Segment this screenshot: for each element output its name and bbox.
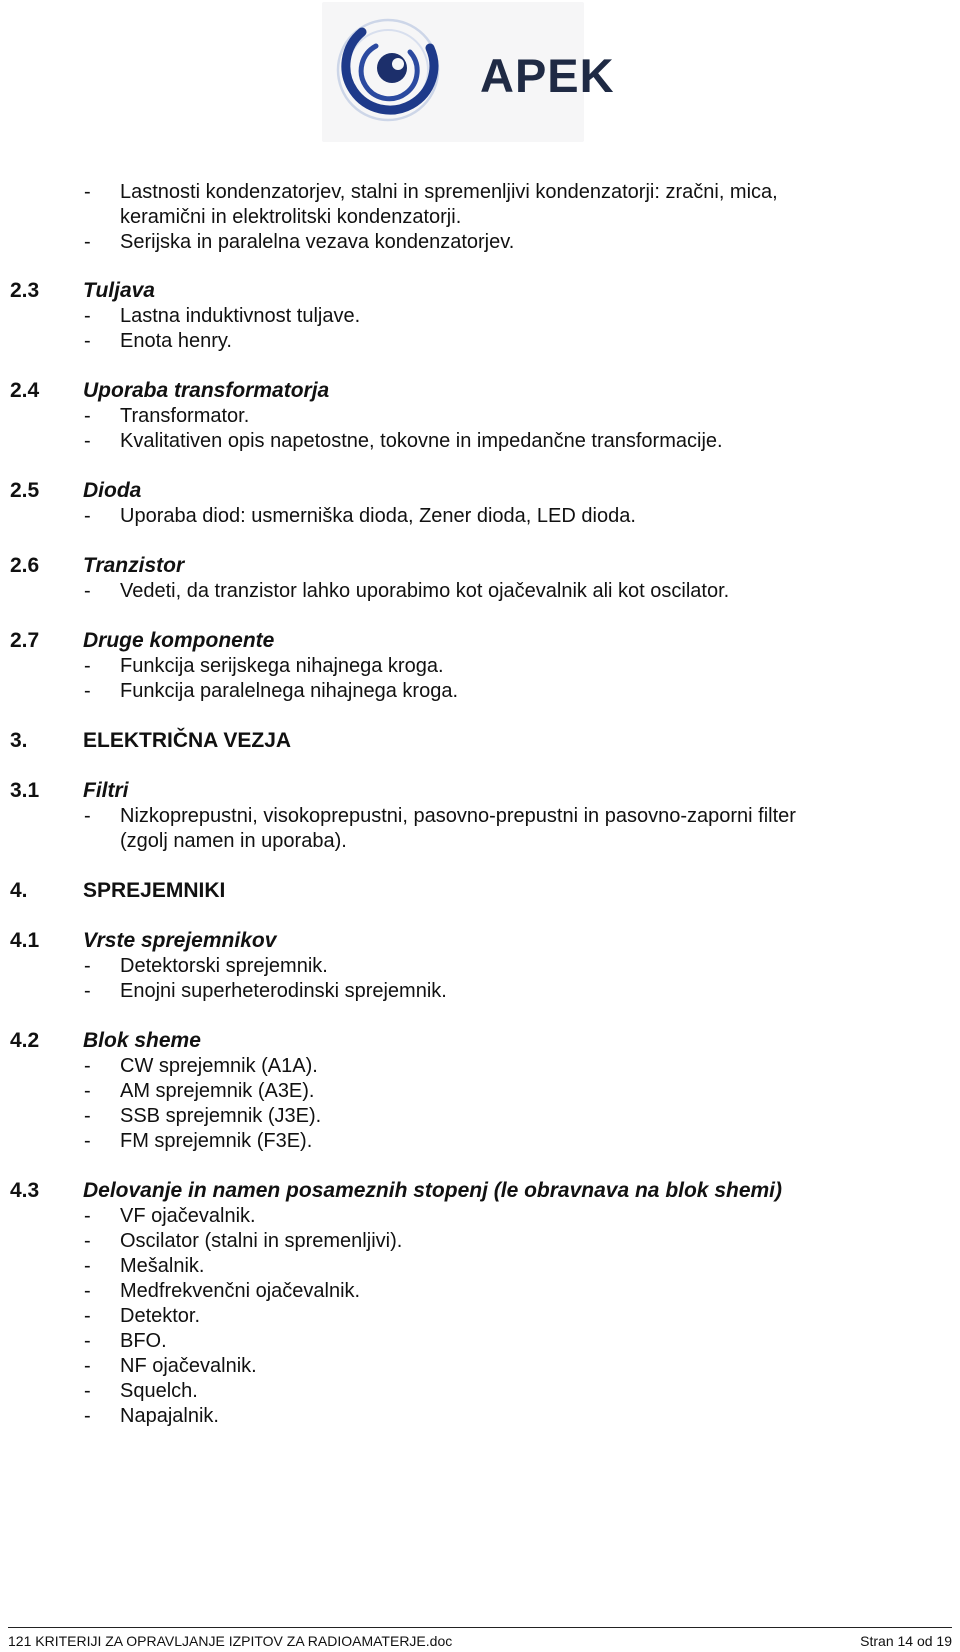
list-item-text: Enojni superheterodinski sprejemnik. (120, 980, 447, 1002)
bullet-dash: - (84, 1330, 91, 1352)
bullet-dash: - (84, 1380, 91, 1402)
list-item-text: (zgolj namen in uporaba). (120, 830, 347, 852)
bullet-dash: - (84, 1405, 91, 1427)
section-title: Druge komponente (83, 629, 275, 652)
bullet-dash: - (84, 955, 91, 977)
list-item-text: Detektor. (120, 1305, 201, 1327)
bullet-dash: - (84, 505, 91, 527)
bullet-dash: - (84, 1080, 91, 1102)
list-item-text: BFO. (120, 1330, 167, 1352)
chapter-number: 4. (10, 879, 28, 902)
list-item-text: Nizkoprepustni, visokoprepustni, pasovno-prepustni in pasovno-zaporni filter (120, 805, 796, 827)
bullet-dash: - (84, 330, 91, 352)
bullet-dash: - (84, 980, 91, 1002)
bullet-dash: - (84, 231, 91, 253)
list-item-text: Detektorski sprejemnik. (120, 955, 328, 977)
bullet-dash: - (84, 405, 91, 427)
section-title: Blok sheme (83, 1029, 201, 1052)
section-title: Filtri (83, 779, 129, 802)
section-title: Delovanje in namen posameznih stopenj (le obravnava na blok shemi) (83, 1179, 783, 1202)
list-item-text: FM sprejemnik (F3E). (120, 1130, 313, 1152)
bullet-dash: - (84, 580, 91, 602)
list-item-text: Serijska in paralelna vezava kondenzatorjev. (120, 231, 515, 253)
list-item-text: Medfrekvenčni ojačevalnik. (120, 1280, 361, 1302)
bullet-dash: - (84, 1230, 91, 1252)
chapter-number: 3. (10, 729, 28, 752)
list-item-text: AM sprejemnik (A3E). (120, 1080, 315, 1102)
bullet-dash: - (84, 1280, 91, 1302)
list-item-text: CW sprejemnik (A1A). (120, 1055, 318, 1077)
section-title: Tuljava (83, 279, 155, 302)
bullet-dash: - (84, 1205, 91, 1227)
section-title: Uporaba transformatorja (83, 379, 330, 402)
bullet-dash: - (84, 1055, 91, 1077)
bullet-dash: - (84, 805, 91, 827)
footer-page-number: Stran 14 od 19 (860, 1633, 952, 1649)
bullet-dash: - (84, 305, 91, 327)
section-number: 2.7 (10, 629, 40, 652)
list-item-text: Funkcija paralelnega nihajnega kroga. (120, 680, 459, 702)
bullet-dash: - (84, 1305, 91, 1327)
list-item-text: VF ojačevalnik. (120, 1205, 256, 1227)
list-item-text: Kvalitativen opis napetostne, tokovne in impedančne transformacije. (120, 430, 723, 452)
list-item-text: Mešalnik. (120, 1255, 205, 1277)
bullet-dash: - (84, 1255, 91, 1277)
list-item-text: Vedeti, da tranzistor lahko uporabimo kot ojačevalnik ali kot oscilator. (120, 580, 730, 602)
list-item-text: SSB sprejemnik (J3E). (120, 1105, 322, 1127)
list-item-text: Funkcija serijskega nihajnega kroga. (120, 655, 444, 677)
list-item-text: Squelch. (120, 1380, 198, 1402)
bullet-dash: - (84, 181, 91, 203)
logo-emblem-icon (322, 2, 482, 142)
section-number: 2.4 (10, 379, 40, 402)
bullet-dash: - (84, 655, 91, 677)
list-item-text: Lastnosti kondenzatorjev, stalni in spremenljivi kondenzatorji: zračni, mica, (120, 181, 778, 203)
footer-divider (8, 1627, 952, 1628)
list-item-text: NF ojačevalnik. (120, 1355, 257, 1377)
section-title: Tranzistor (83, 554, 185, 577)
bullet-dash: - (84, 430, 91, 452)
chapter-title: SPREJEMNIKI (83, 879, 226, 902)
list-item-text: Transformator. (120, 405, 250, 427)
chapter-title: ELEKTRIČNA VEZJA (83, 729, 292, 752)
list-item-text: Lastna induktivnost tuljave. (120, 305, 361, 327)
section-number: 2.6 (10, 554, 40, 577)
section-title: Vrste sprejemnikov (83, 929, 277, 952)
list-item-text: keramični in elektrolitski kondenzatorji. (120, 206, 462, 228)
logo-text: APEK (480, 49, 615, 102)
list-item-text: Enota henry. (120, 330, 232, 352)
list-item-text: Uporaba diod: usmerniška dioda, Zener dioda, LED dioda. (120, 505, 636, 527)
list-item-text: Napajalnik. (120, 1405, 219, 1427)
section-number: 4.2 (10, 1029, 40, 1052)
section-title: Dioda (83, 479, 142, 502)
bullet-dash: - (84, 1130, 91, 1152)
bullet-dash: - (84, 1355, 91, 1377)
apek-logo (322, 2, 622, 142)
section-number: 2.5 (10, 479, 40, 502)
section-number: 3.1 (10, 779, 40, 802)
section-number: 2.3 (10, 279, 40, 302)
bullet-dash: - (84, 1105, 91, 1127)
bullet-dash: - (84, 680, 91, 702)
section-number: 4.1 (10, 929, 40, 952)
footer-document-name: 121 KRITERIJI ZA OPRAVLJANJE IZPITOV ZA RADIOAMATERJE.doc (8, 1633, 453, 1649)
section-number: 4.3 (10, 1179, 40, 1202)
list-item-text: Oscilator (stalni in spremenljivi). (120, 1230, 403, 1252)
